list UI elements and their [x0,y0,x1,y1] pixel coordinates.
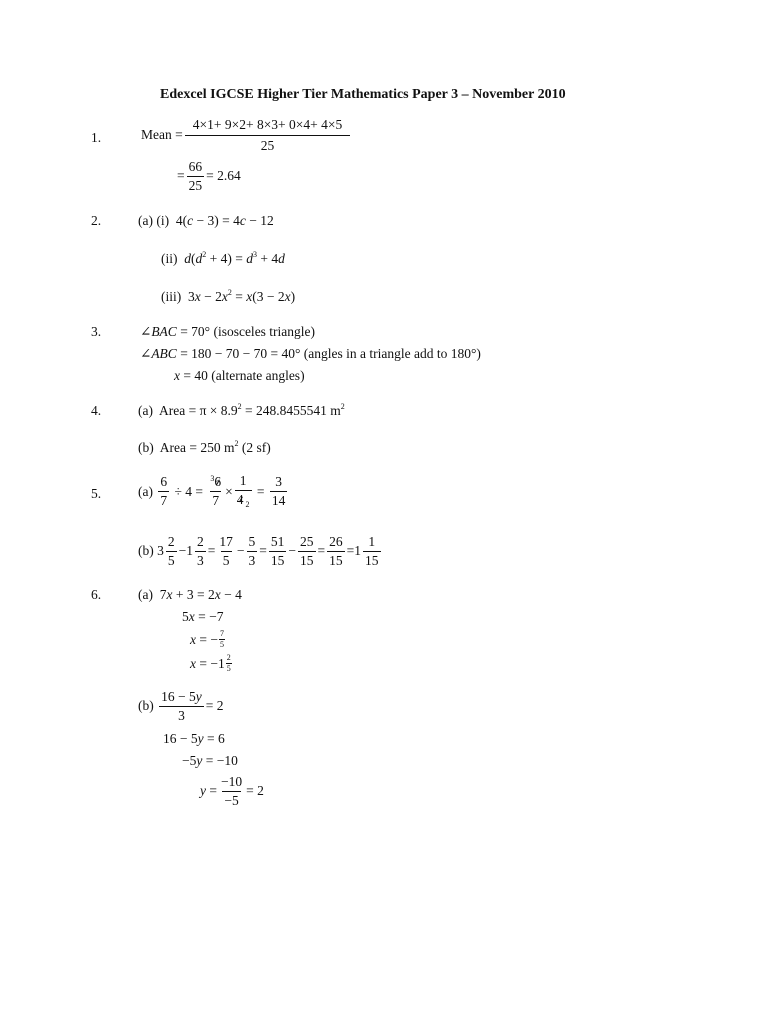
q1-result-numerator: 66 [188,159,203,174]
q4-b-text: Area = 250 m [159,440,235,455]
q1-mean-line [141,118,352,152]
q3-line-3: x = 40 (alternate angles) [174,368,305,383]
q3-line-2-note: = 180 − 70 − 70 = 40° (angles in a triangle add to 180°) [180,346,481,361]
q6-b-equals: = 2 [205,698,224,714]
q1-result-line [177,160,241,192]
q3-line-1-note: = 70° (isosceles triangle) [180,324,316,339]
page-title: Edexcel IGCSE Higher Tier Mathematics Paper 3 – November 2010 [160,87,566,102]
q6-a-line-3: x = − $\frac{7}{5}$ [190,629,224,649]
q6-b-final-fraction: $\frac{-10}{-5}$ [221,774,243,808]
q6-a-line-4: x = −1 $\frac{2}{5}$ [190,653,231,673]
q4-b-line: (b) Area = 250 $m^2$ (2 sf) [138,439,271,455]
q2-a-iii-line: (iii) $3x - 2x^2 = x(3 - 2x)$ [161,288,296,304]
q5-a-fraction-3: $\frac{1}{4 _2}$ [236,473,250,509]
q2-a-i-label: (a) (i) [138,213,170,228]
q6-b-line-1 [138,690,224,722]
question-5-number: 5. [91,486,102,501]
question-1-number: 1. [91,130,102,145]
q3-line-3-text: = 40 (alternate angles) [183,368,305,383]
q1-denominator: 25 [185,135,351,153]
q6-b-fraction: $\frac{16 - 5y}{3}$ [161,689,202,723]
q5-a-fraction-1: $\frac{6}{7}$ [160,474,168,508]
q1-result-value: = 2.64 [206,168,241,184]
q5-b-line: (b) 3 $\frac{2}{5}$ − 1 $\frac{2}{3}$ = $\frac{17}{5}$ − $\frac{5}{3}$ = $\frac{51}{15}$ − $\frac{25}{15}$ = $\frac{26}{15}$ = 1 $\frac{1}{15}$ [138,534,379,568]
q3-line-1: ∠BAC = 70° (isosceles triangle) [140,324,316,339]
q2-a-ii-line: (ii) $d(d^2 + 4) = d^3 + 4d$ [161,250,285,266]
q1-equals: = [177,168,185,184]
q4-b-label: (b) [138,440,154,455]
q1-result-denominator: 25 [188,177,203,193]
q2-a-ii-label: (ii) [161,251,178,266]
q2-a-iii-label: (iii) [161,289,182,304]
q1-mean-fraction [185,118,351,152]
q5-a-fraction-2: $\frac{^36}{7}$ [210,474,222,508]
q4-b-note: (2 sf) [241,440,271,455]
question-6-number: 6. [91,587,102,602]
q4-a-label: (a) [138,403,153,418]
q6-b-label: (b) [138,698,154,714]
q4-a-text: Area = π × 8.9 [159,403,238,418]
q6-b-line-2: 16 − 5y = 6 [163,731,225,746]
q4-a-line: (a) Area = $\pi \times 8.9^2 = 248.8455541$ $m^2$ [138,402,345,418]
q5-a-fraction-result: $\frac{3}{14}$ [271,474,286,508]
q2-a-i-line: (a) (i) 4(c − 3) = 4c − 12 [138,213,274,228]
q1-numerator: 4×1+ 9×2+ 8×3+ 0×4+ 4×5 [192,117,343,132]
q5-a-label: (a) [138,483,153,499]
q5-b-label: (b) [138,543,154,559]
question-4-number: 4. [91,403,102,418]
q4-a-result: = 248.8455541 m [245,403,341,418]
q6-a-line-2: 5x = −7 [182,609,224,624]
q6-a-label: (a) [138,587,153,602]
q1-mean-label: Mean = [141,127,183,143]
q5-a-line: (a) $\frac{6}{7}$ ÷ 4 = $\frac{^36}{7}$ × $\frac{1}{4 _2}$ = $\frac{3}{14}$ [138,473,286,509]
q6-b-final-equals: = 2 [246,783,264,799]
question-2-number: 2. [91,213,102,228]
q6-b-line-3: −5y = −10 [182,753,238,768]
q3-line-2: ∠ABC = 180 − 70 − 70 = 40° (angles in a triangle add to 180°) [140,346,481,361]
q1-result-fraction [187,160,205,192]
q6-a-line-1: (a) 7x + 3 = 2x − 4 [138,587,242,602]
question-3-number: 3. [91,324,102,339]
q6-b-line-4: y = $\frac{-10}{-5}$ = 2 [200,774,264,808]
